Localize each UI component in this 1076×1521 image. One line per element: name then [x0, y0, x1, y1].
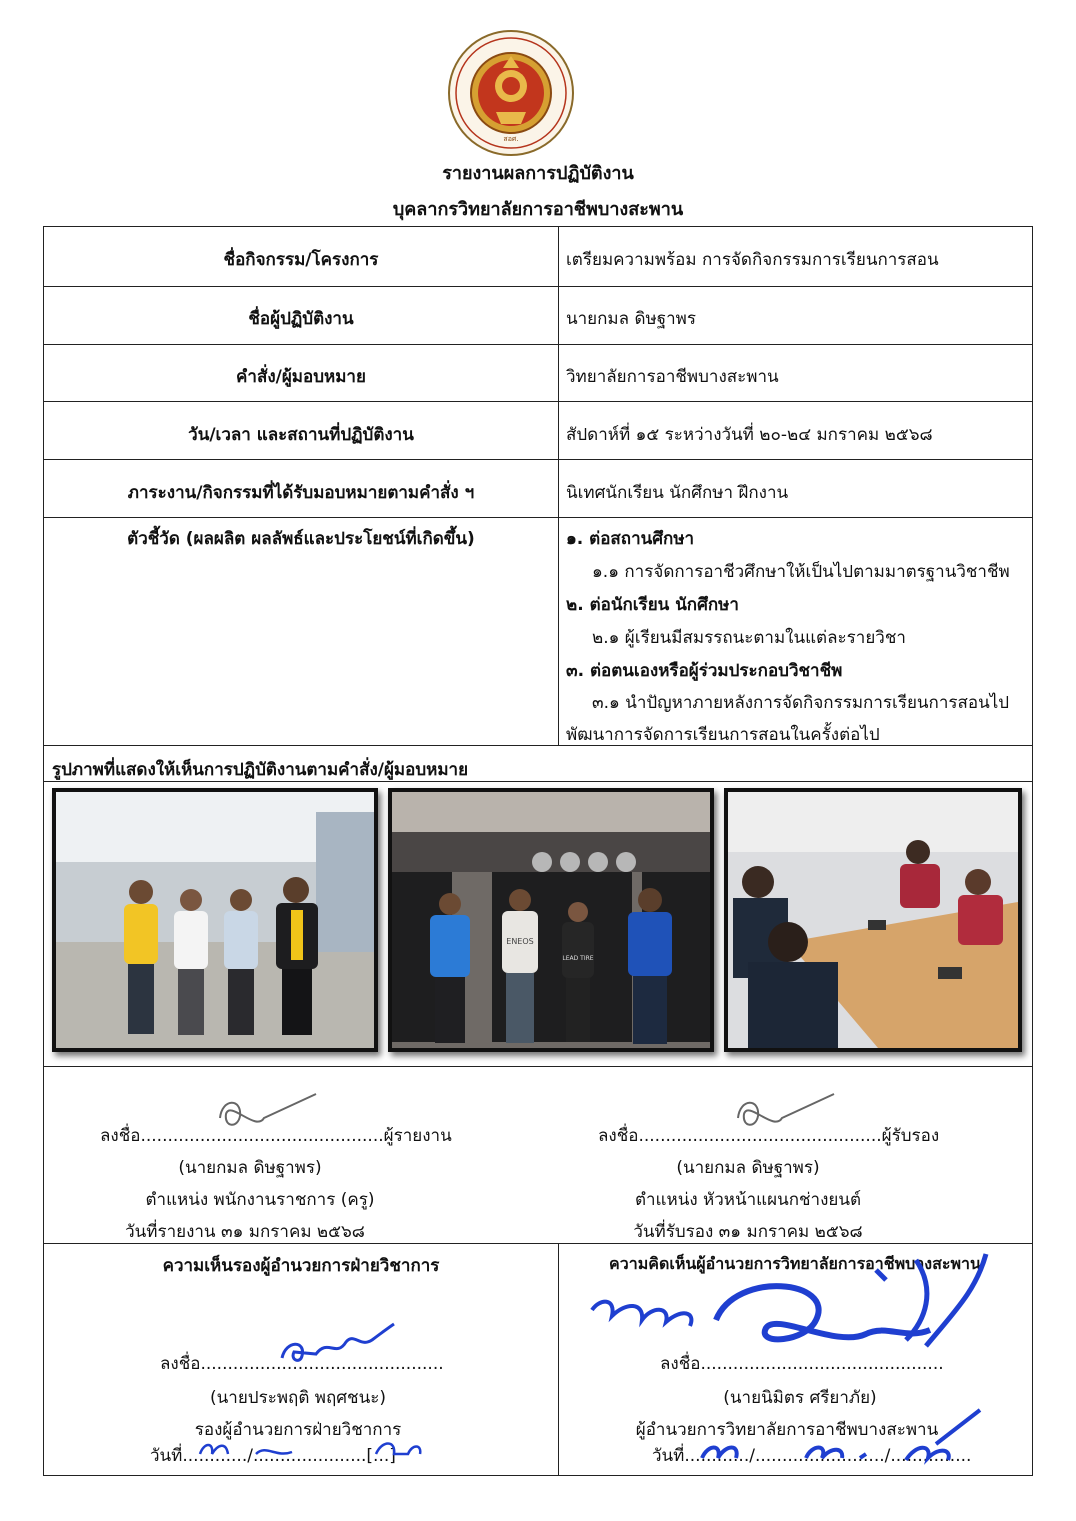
indicator-item-3a: ๓.๑ นำปัญหาภายหลังการจัดกิจกรรมการเรียนการสอนไป [592, 693, 1010, 713]
deputy-sign-line: ลงชื่อ............................................. [160, 1354, 444, 1374]
deputy-handwritten-date [196, 1432, 446, 1462]
eneos-shirt-text: ENEOS [506, 937, 534, 946]
date-place-value: สัปดาห์ที่ ๑๕ ระหว่างวันที่ ๒๐-๒๔ มกราคม ๒๕๖๘ [566, 425, 933, 445]
assignment-value: นิเทศนักเรียน นักศึกษา ฝึกงาน [566, 483, 789, 503]
deputy-position: รองผู้อำนวยการฝ่ายวิชาการ [194, 1420, 402, 1440]
deputy-date: วันที่............/.....................[...] [150, 1446, 396, 1466]
photo-meeting-room [724, 788, 1022, 1052]
indicator-heading-3: ๓. ต่อตนเองหรือผู้ร่วมประกอบวิชาชีพ [566, 661, 843, 681]
column-divider [558, 1243, 559, 1476]
director-date: วันที่............/......................../............... [652, 1446, 972, 1466]
director-name: (นายนิมิตร ศรียาภัย) [723, 1388, 877, 1408]
reporter-position: ตำแหน่ง พนักงานราชการ (ครู) [145, 1190, 375, 1210]
deputy-comment-title: ความเห็นรองผู้อำนวยการฝ่ายวิชาการ [162, 1256, 440, 1276]
row-divider [43, 401, 1033, 402]
certifier-sign-line: ลงชื่อ.............................................ผู้รับรอง [598, 1126, 940, 1146]
order-value: วิทยาลัยการอาชีพบางสะพาน [566, 367, 779, 387]
performer-value: นายกมล ดิษฐาพร [566, 309, 696, 329]
deputy-name: (นายประพฤติ พฤศชนะ) [210, 1388, 386, 1408]
activity-name-value: เตรียมความพร้อม การจัดกิจกรรมการเรียนการสอน [566, 250, 939, 270]
reporter-sign-line: ลงชื่อ.............................................ผู้รายงาน [100, 1126, 452, 1146]
director-handwritten-date [696, 1404, 986, 1468]
photo-workshop-group [52, 788, 378, 1052]
reporter-name: (นายกมล ดิษฐาพร) [178, 1158, 322, 1178]
performer-label: ชื่อผู้ปฏิบัติงาน [248, 309, 354, 329]
certifier-name: (นายกมล ดิษฐาพร) [676, 1158, 820, 1178]
report-subtitle: บุคลากรวิทยาลัยการอาชีพบางสะพาน [392, 199, 684, 220]
report-title: รายงานผลการปฏิบัติงาน [442, 163, 634, 184]
svg-text:สอศ.: สอศ. [503, 135, 519, 143]
indicator-heading-1: ๑. ต่อสถานศึกษา [566, 529, 695, 549]
college-seal-logo [446, 28, 576, 158]
assignment-label: ภาระงาน/กิจกรรมที่ได้รับมอบหมายตามคำสั่ง ฯ [127, 483, 475, 503]
row-divider [43, 517, 1033, 518]
indicator-item-3b: พัฒนาการจัดการเรียนการสอนในครั้งต่อไป [566, 725, 880, 745]
indicators-label: ตัวชี้วัด (ผลผลิต ผลลัพธ์และประโยชน์ที่เกิดขึ้น) [127, 529, 475, 549]
director-signature [586, 1250, 1006, 1360]
column-divider [558, 226, 559, 745]
photos-title: รูปภาพที่แสดงให้เห็นการปฏิบัติงานตามคำสั่ง/ผู้มอบหมาย [52, 760, 469, 780]
indicator-item-2: ๒.๑ ผู้เรียนมีสมรรถนะตามในแต่ละรายวิชา [592, 628, 906, 648]
lead-tire-apron-text: LEAD TIRE [562, 955, 594, 962]
certifier-position: ตำแหน่ง หัวหน้าแผนกช่างยนต์ [634, 1190, 862, 1210]
indicator-heading-2: ๒. ต่อนักเรียน นักศึกษา [566, 595, 739, 615]
certifier-date: วันที่รับรอง ๓๑ มกราคม ๒๕๖๘ [633, 1222, 863, 1242]
indicator-item-1: ๑.๑ การจัดการอาชีวศึกษาให้เป็นไปตามมาตรฐานวิชาชีพ [592, 562, 1010, 582]
date-place-label: วัน/เวลา และสถานที่ปฏิบัติงาน [188, 425, 414, 445]
row-divider [43, 745, 1033, 746]
photo-tire-shop-group [388, 788, 714, 1052]
row-divider [43, 1066, 1033, 1067]
director-comment-title: ความคิดเห็นผู้อำนวยการวิทยาลัยการอาชีพบางสะพาน [609, 1254, 981, 1273]
reporter-date: วันที่รายงาน ๓๑ มกราคม ๒๕๖๘ [125, 1222, 365, 1242]
row-divider [43, 344, 1033, 345]
row-divider [43, 286, 1033, 287]
director-sign-line: ลงชื่อ............................................. [660, 1354, 944, 1374]
director-position: ผู้อำนวยการวิทยาลัยการอาชีพบางสะพาน [635, 1420, 939, 1440]
row-divider [43, 459, 1033, 460]
activity-name-label: ชื่อกิจกรรม/โครงการ [223, 250, 379, 270]
order-label: คำสั่ง/ผู้มอบหมาย [236, 367, 366, 387]
